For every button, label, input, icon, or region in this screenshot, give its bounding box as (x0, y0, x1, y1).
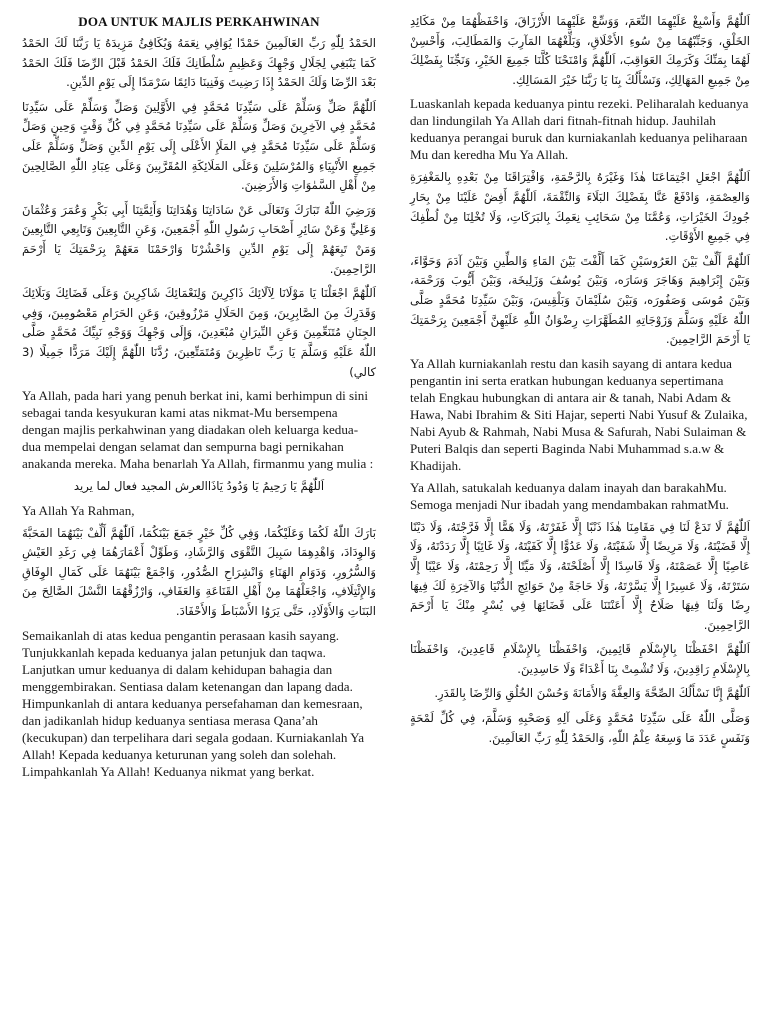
malay-paragraph-rezeki: Luaskanlah kepada keduanya pintu rezeki. Peliharalah keduanya dan lindungilah Ya Allah dari fitnah-fitnah hidup. Jauhilah keduanya perangai buruk dan kurniakanlah keduanya peliharaan Mu dan keredha Mu Ya Allah. (410, 96, 749, 163)
arabic-paragraph-protection: اَللّٰهُمَّ احْفَظْنَا بِالإِسْلَامِ قَائِمِينَ، وَاحْفَظْنَا بِالإِسْلَامِ قَاعِدِينَ، وَاحْفَظْنَا بِالإِسْلَامِ رَاقِدِينَ، وَلَا تُشْمِتْ بِنَا أَعْدَاءً وَلَا حَاسِدِينَ. (410, 642, 750, 676)
malay-paragraph-opening: Ya Allah, pada hari yang penuh berkat ini, kami berhimpun di sini sebagai tanda kesyukuran kami atas nikmat-Mu bersempena dengan majlis perkahwinan yang diadakan oleh keluarga kedua-dua mempelai dengan selamat dan sempurna bagi pernikahan anakanda mereka. Maha benarlah Ya Allah, firmanmu yang mulia : (22, 388, 374, 472)
arabic-paragraph-closing: وَصَلَّى اللّٰهُ عَلَى سَيِّدِنَا مُحَمَّدٍ وَعَلَى آلِهِ وَصَحْبِهِ وَسَلَّمَ، فِي كُلِّ لَمْحَةٍ وَنَفَسٍ عَدَدَ مَا وَسِعَهُ عِلْمُ اللّٰهِ، وَالحَمْدُ لِلّٰهِ رَبِّ العَالَمِينَ. (410, 711, 750, 745)
right-column (410, 12, 750, 753)
arabic-line-names: اَللّٰهُمَّ يَا رَحِيمُ يَا وَدُودُ يَاذَاالعرش المجيد فعال لما يريد (73, 479, 325, 494)
arabic-paragraph-unite-couple: اَللّٰهُمَّ أَلِّفْ بَيْنَ العَرُوسَيْنِ كَمَا أَلَّفْتَ بَيْنَ المَاءِ وَالطِّينِ وَبَيْنَ آدَمَ وَحَوَّاءَ، وَبَيْنَ إِبْرَاهِيمَ وَهَاجَرَ وَسَارَه، وَبَيْنَ يُوسُفَ وَزَلِيخَة، وَبَيْنَ أَيُّوبَ وَرَحْمَة، وَبَيْنَ مُوسَى وَصَفُورَه، وَبَيْنَ سُلَيْمَانَ وَبَلْقِيسَ، وَبَيْنَ سَيِّدِنَا مُحَمَّدٍ صَلَّى اللّٰهُ عَلَيْهِ وَسَلَّمَ وَزَوْجَاتِهِ المُطَهَّرَاتِ رِضْوَانُ اللّٰهِ عَلَيْهِنَّ أَجْمَعِينَ بِرَحْمَتِكَ يَا أَرْحَمَ الرَّاحِمِينَ. (410, 253, 750, 347)
arabic-paragraph-gathering: اَللّٰهُمَّ اجْعَلِ اجْتِمَاعَنَا هٰذَا وَغَيْرَهُ بِالرَّحْمَةِ، وَافْتِرَاقَنَا مِنْ بَعْدِهِ بِالمَغْفِرَةِ وَالعِصْمَةِ، وَادْفَعْ عَنَّا بِفَضْلِكَ البَلَاءَ وَالنِّقْمَةَ، اَللّٰهُمَّ أَفِضْ عَلَيْنَا مِنْ بِحَارِ جُودِكَ الخَيْرَاتِ، وَعُمَّنَا مِنْ سَحَائِبِ نِعَمِكَ بِالبَرَكَاتِ، وَلَا تُخْلِنَا مِنْ لُطْفِكَ فِي جَمِيعِ الأَوْقَاتِ. (410, 170, 750, 244)
malay-paragraph-inayah: Ya Allah, satukalah keduanya dalam inayah dan barakahMu. Semoga menjadi Nur ibadah yang mendambakan rahmatMu. (410, 479, 729, 512)
left-column (22, 12, 376, 785)
arabic-paragraph-hamdalah: الحَمْدُ لِلّٰهِ رَبِّ العَالَمِينَ حَمْدًا يُوَافِي نِعَمَهُ وَيُكَافِئُ مَزِيدَهُ يَا رَبَّنَا لَكَ الحَمْدُ كَمَا يَنْبَغِي لِجَلَالِ وَجْهِكَ وَعَظِيمِ سُلْطَانِكَ فَلَكَ الحَمْدُ قَبْلَ الرِّضَا فَلَكَ الحَمْدُ بَعْدَ الرِّضَا وَلَكَ الحَمْدُ إِذَا رَضِيتَ وَفَنِينَا دَائِمًا سَرْمَدًا إِلَى يَوْمِ الدِّينِ. (22, 36, 376, 90)
arabic-paragraph-provision: اَللّٰهُمَّ وَأَسْبِغْ عَلَيْهِمَا النِّعَمَ، وَوَسِّعْ عَلَيْهِمَا الأَرْزَاقَ، وَاحْفَظْهُمَا مِنْ مَكَائِدِ الخَلْقِ، وَجَنِّبْهُمَا مِنْ سُوءِ الأَخْلَاقِ، وَبَلِّغْهُمَا المَآرِبَ وَالمَطَالِبَ، وَأَحْسِنْ لَهُمَا بِمَنِّكَ وَكَرَمِكَ العَوَاقِبَ، اَللّٰهُمَّ وَامْنَحْنَا كُلَّنَا جَمِيعَ الخَيْرِ، وَنَجِّنَا بِفَضْلِكَ مِنْ جَمِيعِ المَهَالِكِ، وَنَسْأَلُكَ بِنَا يَا رَبَّنَا خَيْرَ المَسَالِكِ. (410, 14, 750, 87)
malay-line-ya-rahman: Ya Allah Ya Rahman, (22, 502, 135, 518)
page-title: DOA UNTUK MAJLIS PERKAHWINAN (78, 14, 320, 29)
arabic-paragraph-salawat: اَللّٰهُمَّ صَلِّ وَسَلِّمْ عَلَى سَيِّدِنَا مُحَمَّدٍ فِي الأَوَّلِينَ وَصَلِّ وَسَلِّمْ عَلَى سَيِّدِنَا مُحَمَّدٍ فِي الآخِرِينَ وَصَلِّ وَسَلِّمْ عَلَى سَيِّدِنَا مُحَمَّدٍ فِي كُلِّ وَقْتٍ وَحِينٍ وَصَلِّ وَسَلِّمْ عَلَى سَيِّدِنَا مُحَمَّدٍ فِي المَلَإِ الأَعْلَى إِلَى يَوْمِ الدِّينِ وَصَلِّ وَسَلِّمْ عَلَى جَمِيعِ الأَنْبِيَاءِ وَالمُرْسَلِينَ وَعَلَى المَلَائِكَةِ المُقَرَّبِينَ وَعَلَى عِبَادِ اللّٰهِ الصَّالِحِينَ مِنْ أَهْلِ السَّمٰوَاتِ وَالأَرَضِينَ. (22, 99, 376, 193)
malay-paragraph-restu: Ya Allah kurniakanlah restu dan kasih sayang di antara kedua pengantin ini serta eratkan hubungan keduanya sepertimana telah Engkau hubungkan di antara air & tanah, Nabi Adam & Hawa, Nabi Ibrahim & Siti Hajar, seperti Nabi Yusuf & Zulaika, Nabi Ayub & Rahmah, Nabi Musa & Safurah, Nabi Sulaiman & Puteri Balqis dan seperti Baginda Nabi Muhammad s.a.w & Khadijah. (410, 355, 748, 473)
malay-paragraph-blessing: Semaikanlah di atas kedua pengantin perasaan kasih sayang. Tunjukkanlah kepada keduanya jalan petunjuk dan taqwa. Lanjutkan umur keduanya di dalam kehidupan bahagia dan menggembirakan. Sentiasa dalam ketenangan dan lapang dada. Himpunkanlah di antara keduanya persefahaman dan kemesraan, dan jadikanlah hidup keduanya sentiasa merasa Qana’ah (kecukupan) dan terpelihara dari segala godaan. Kurniakanlah Ya Allah! Kepada keduanya keturunan yang soleh dan solehah. Limpahkanlah Ya Allah! Keduanya nikmat yang berkat. (22, 627, 365, 779)
arabic-paragraph-forgiveness: اَللّٰهُمَّ لَا تَدَعْ لَنَا فِي مَقَامِنَا هٰذَا ذَنْبًا إِلَّا غَفَرْتَهُ، وَلَا هَمًّا إِلَّا فَرَّجْتَهُ، وَلَا دَيْنًا إِلَّا قَضَيْتَهُ، وَلَا مَرِيضًا إِلَّا شَفَيْتَهُ، وَلَا عَدُوًّا إِلَّا كَفَيْتَهُ، وَلَا غَائِبًا إِلَّا رَدَدْتَهُ، وَلَا عَاصِيًا إِلَّا عَصَمْتَهُ، وَلَا فَاسِدًا إِلَّا أَصْلَحْتَهُ، وَلَا مَيِّتًا إِلَّا رَحِمْتَهُ، وَلَا عَيْبًا إِلَّا سَتَرْتَهُ، وَلَا عَسِيرًا إِلَّا يَسَّرْتَهُ، وَلَا حَاجَةً مِنْ حَوَائِجِ الدُّنْيَا وَالآخِرَةِ لَكَ فِيهَا رِضًا وَلَنَا فِيهَا صَلَاحٌ إِلَّا أَعَنْتَنَا عَلَى قَضَائِهَا فِي يُسْرٍ مِنْكَ يَا أَرْحَمَ الرَّاحِمِينَ. (410, 519, 750, 632)
arabic-paragraph-supplication: اَللّٰهُمَّ اجْعَلْنَا يَا مَوْلَانَا لِآلَائِكَ ذَاكِرِينَ وَلِنَعْمَائِكَ شَاكِرِينَ وَعَلَى قَضَائِكَ وَبَلَائِكَ وَقَدَرِكَ مِنَ الصَّابِرِينَ، وَمِنَ الحَلَالِ مَرْزُوقِينَ، وَعَنِ الحَرَامِ مَعْصُومِينَ، وَفِي الجِنَانِ مُتَنَعِّمِينَ وَعَنِ النِّيرَانِ مُبْعَدِينَ، وَإِلَى وَجْهِكَ وَوَجْهِ نَبِيِّكَ مُحَمَّدٍ صَلَّى اللّٰهُ عَلَيْهِ وَسَلَّمَ يَا رَبِّ نَاظِرِينَ وَمُتَمَتِّعِينَ، رُدَّنَا اللّٰهُمَّ إِلَيْكَ مَرَدًّا جَمِيلًا (3 كالي) (22, 286, 376, 379)
arabic-paragraph-companions: وَرَضِيَ اللّٰهُ تَبَارَكَ وَتَعَالَى عَنْ سَادَاتِنَا وَهُدَاتِنَا وَأَئِمَّتِنَا أَبِي بَكْرٍ وَعُمَرَ وَعُثْمَانَ وَعَلِيٍّ وَعَنْ سَائِرِ أَصْحَابِ رَسُولِ اللّٰهِ أَجْمَعِينَ، وَعَنِ التَّابِعِينَ وَتَابِعِي التَّابِعِينَ وَمَنْ تَبِعَهُمْ إِلَى يَوْمِ الدِّينِ وَاحْشُرْنَا وَارْحَمْنَا مَعَهُمْ بِرَحْمَتِكَ يَا أَرْحَمَ الرَّاحِمِينَ. (22, 202, 376, 276)
arabic-paragraph-health: اَللّٰهُمَّ إِنَّا نَسْأَلُكَ الصِّحَّةَ وَالعِفَّةَ وَالأَمَانَةَ وَحُسْنَ الخُلُقِ وَالرِّضَا بِالقَدَرِ. (434, 686, 750, 701)
arabic-paragraph-barakah: بَارَكَ اللّٰهُ لَكُمَا وَعَلَيْكُمَا، وَفِي كُلِّ خَيْرٍ جَمَعَ بَيْنَكُمَا، اَللّٰهُمَّ أَلِّفْ بَيْنَهُمَا المَحَبَّةَ وَالوِدَادَ، وَاهْدِهِمَا سَبِيلَ التَّقْوَى وَالرَّشَادِ، وَطَوِّلْ أَعْمَارَهُمَا فِي رَغَدِ العَيْشِ وَالسُّرُورِ، وَدَوَامِ الهَنَاءِ وَانْشِرَاحِ الصُّدُورِ، وَاجْمَعْ بَيْنَهُمَا عَلَى كَمَالِ الوِفَاقِ وَالإِئْتِلَافِ، وَاجْعَلْهُمَا مِنْ أَهْلِ القَنَاعَةِ وَالعَفَافِ، وَارْزُقْهُمَا النَّسْلَ الصَّالِحَ مِنَ البَنَاتِ وَالأَوْلَادِ، حَتَّى يَرَوُا الأَسْبَاطَ وَالأَحْفَادَ. (22, 525, 376, 619)
